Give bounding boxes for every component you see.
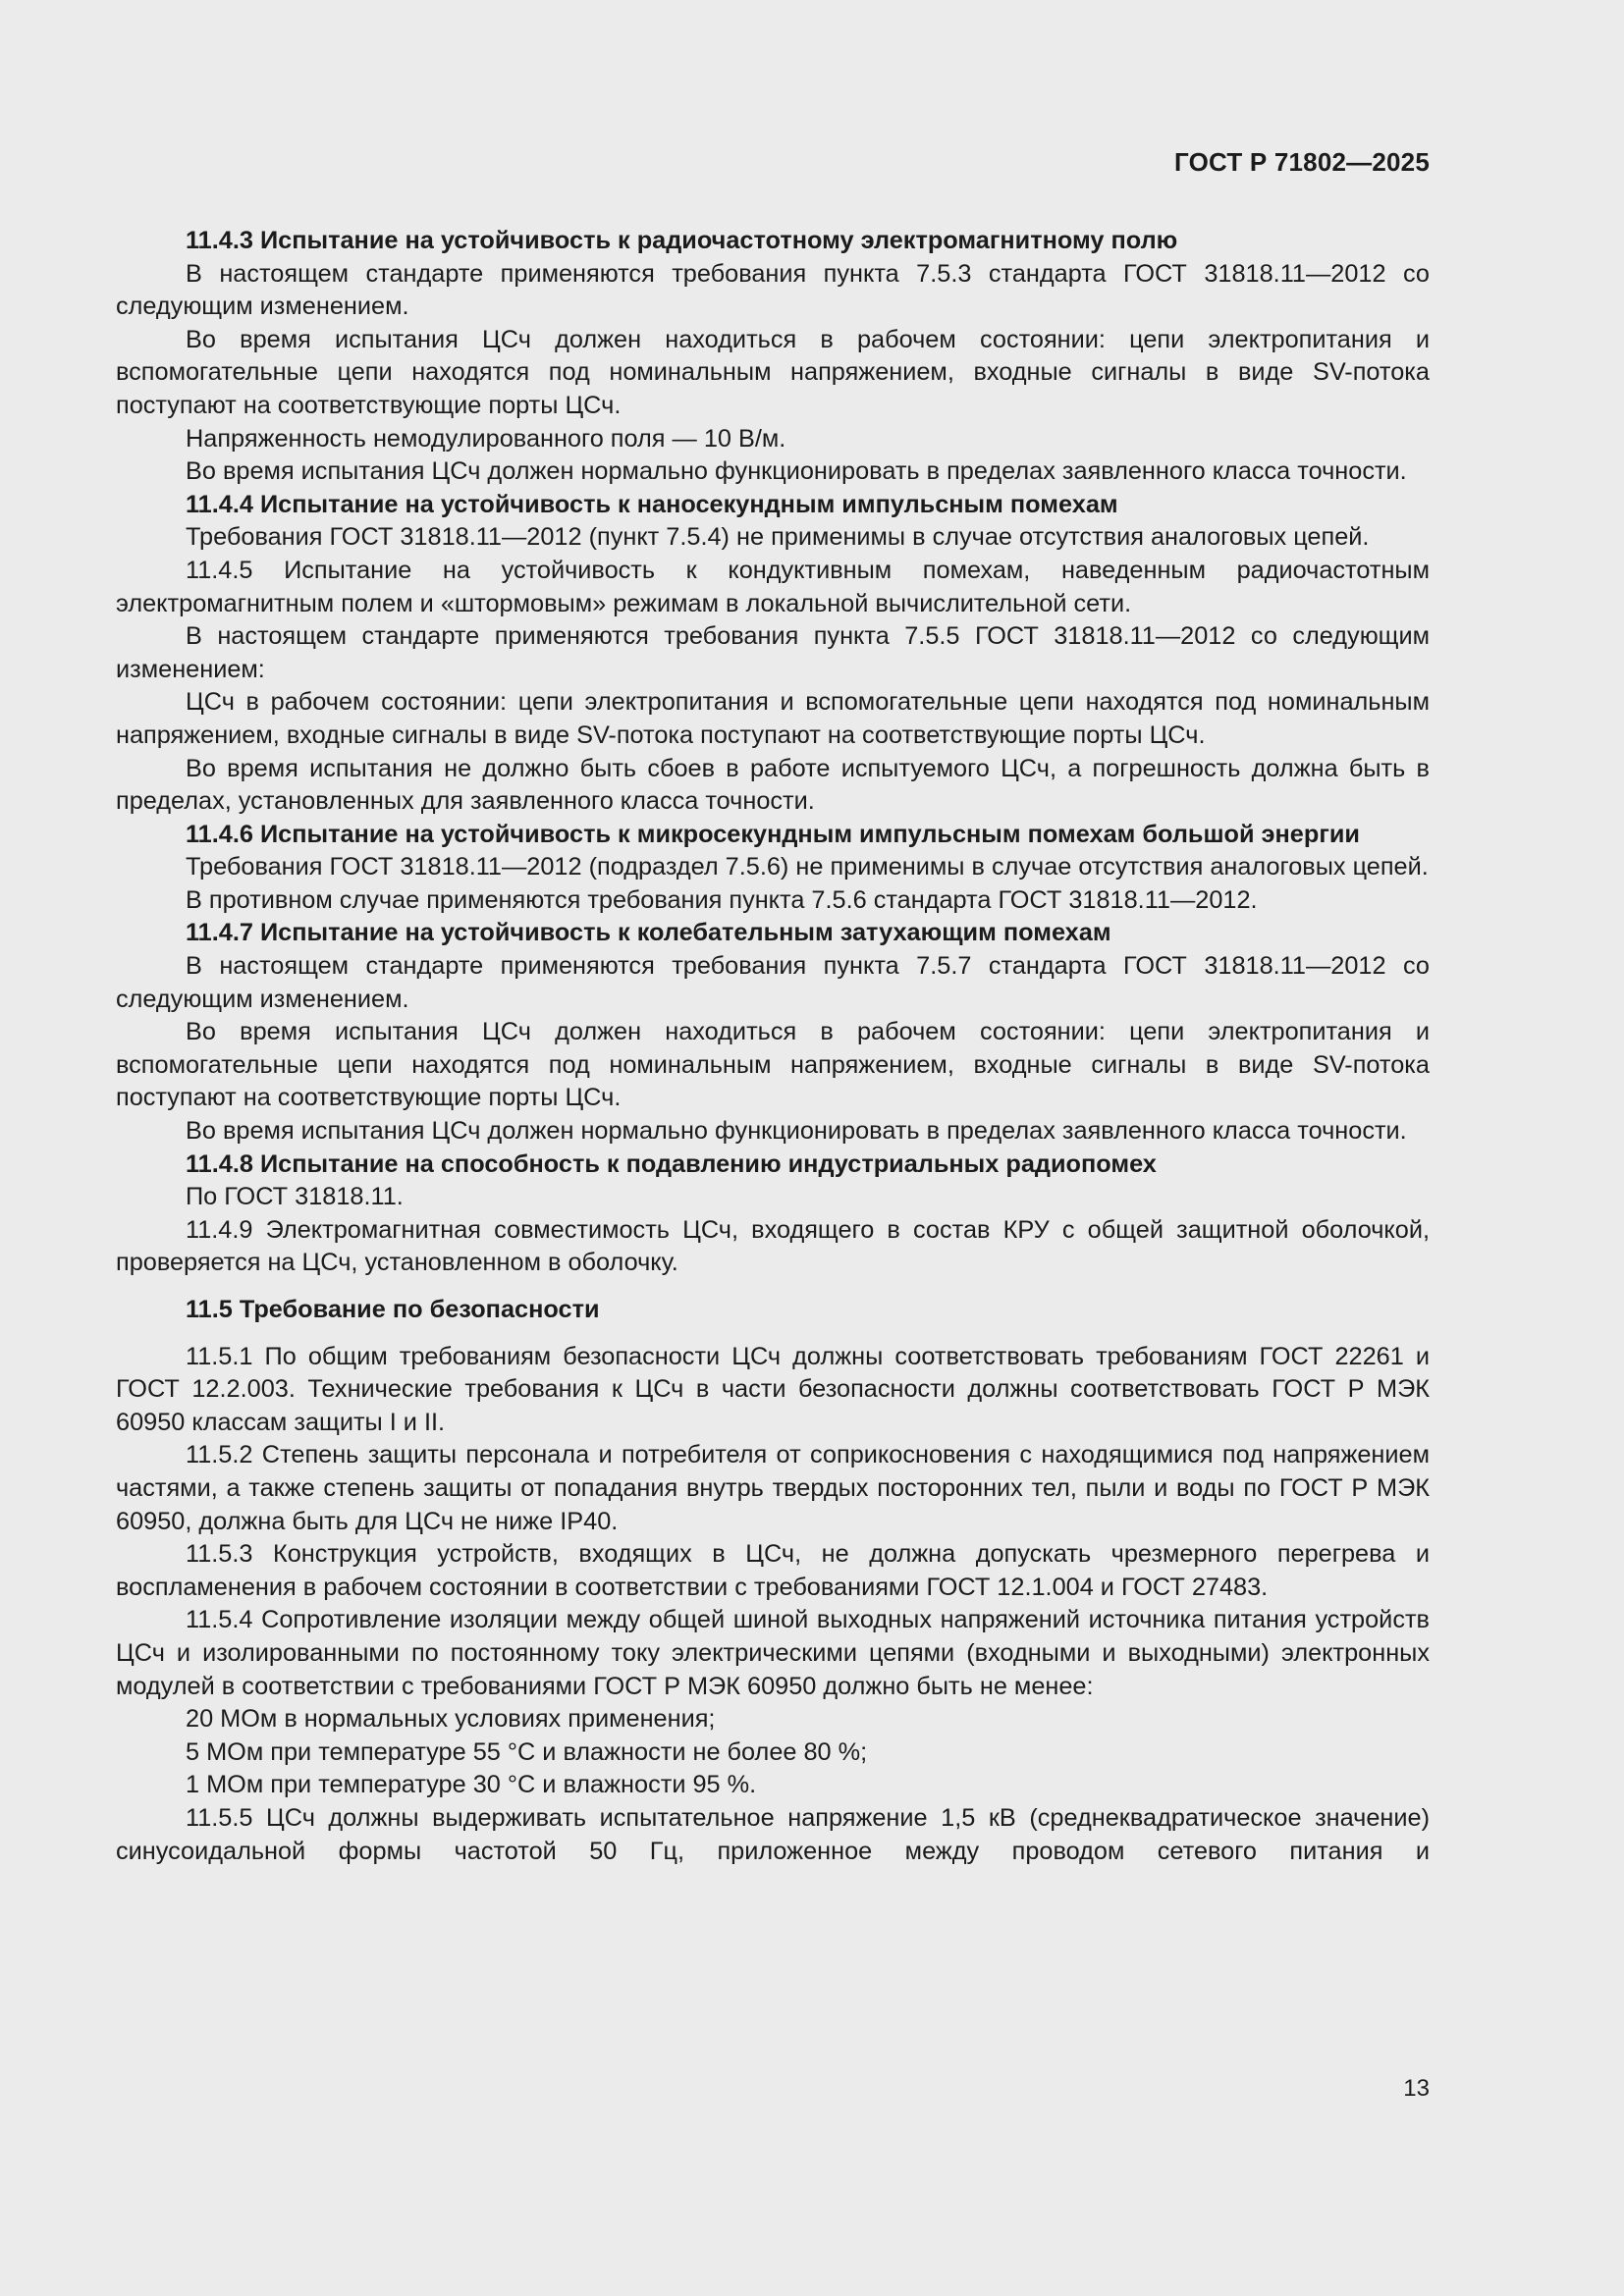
paragraph: 11.5.4 Сопротивление изоляции между общей шиной выходных напряжений источника питания устройств ЦСч и изолированными по постоянному току электрическими цепями (входными и выходными) электронных модулей в соответствии с требованиями ГОСТ Р МЭК 60950 должно быть не менее: bbox=[116, 1606, 1430, 1700]
clause-heading: 11.4.4 Испытание на устойчивость к наносекундным импульсным помехам bbox=[186, 490, 1118, 518]
list-item: 20 МОм в нормальных условиях применения; bbox=[186, 1705, 716, 1734]
list-item: 5 МОм при температуре 55 °С и влажности не более 80 %; bbox=[186, 1737, 868, 1766]
paragraph: 11.5.3 Конструкция устройств, входящих в ЦСч, не должна допускать чрезмерного перегрева и воспламенения в рабочем состоянии в соответствии с требованиями ГОСТ 12.1.004 и ГОСТ 27483. bbox=[116, 1540, 1430, 1601]
paragraph: Во время испытания не должно быть сбоев в работе испытуемого ЦСч, а погрешность должна быть в пределах, установленных для заявленного класса точности. bbox=[116, 754, 1430, 816]
paragraph: В настоящем стандарте применяются требования пункта 7.5.5 ГОСТ 31818.11—2012 со следующим изменением: bbox=[116, 622, 1430, 683]
paragraph: В настоящем стандарте применяются требования пункта 7.5.3 стандарта ГОСТ 31818.11—2012 со следующим изменением. bbox=[116, 259, 1430, 321]
paragraph: Требования ГОСТ 31818.11—2012 (подраздел 7.5.6) не применимы в случае отсутствия аналоговых цепей. bbox=[186, 853, 1429, 881]
paragraph: 11.5.1 По общим требованиям безопасности ЦСч должны соответствовать требованиям ГОСТ 22261 и ГОСТ 12.2.003. Технические требования к ЦСч в части безопасности должны соответствовать ГОСТ Р МЭК 60950 классам защиты I и II. bbox=[116, 1342, 1430, 1436]
paragraph: По ГОСТ 31818.11. bbox=[186, 1183, 404, 1211]
paragraph: 11.4.5 Испытание на устойчивость к кондуктивным помехам, наведенным радиочастотным электромагнитным полем и «штормовым» режимам в локальной вычислительной сети. bbox=[116, 556, 1430, 617]
section-heading: 11.5 Требование по безопасности bbox=[186, 1296, 600, 1323]
paragraph: 11.4.9 Электромагнитная совместимость ЦСч, входящего в состав КРУ с общей защитной оболочкой, проверяется на ЦСч, установленном в оболочку. bbox=[116, 1215, 1430, 1277]
paragraph: ЦСч в рабочем состоянии: цепи электропитания и вспомогательные цепи находятся под номинальным напряжением, входные сигналы в виде SV-потока поступают на соответствующие порты ЦСч. bbox=[116, 688, 1430, 749]
clause-heading: 11.4.8 Испытание на способность к подавлению индустриальных радиопомех bbox=[186, 1149, 1157, 1178]
paragraph: Во время испытания ЦСч должен нормально функционировать в пределах заявленного класса точности. bbox=[186, 457, 1407, 486]
clause-heading: 11.4.6 Испытание на устойчивость к микросекундным импульсным помехам большой энергии bbox=[186, 820, 1360, 848]
paragraph: Требования ГОСТ 31818.11—2012 (пункт 7.5.4) не применимы в случае отсутствия аналоговых цепей. bbox=[186, 523, 1370, 552]
paragraph: Во время испытания ЦСч должен находиться в рабочем состоянии: цепи электропитания и вспомогательные цепи находятся под номинальным напряжением, входные сигналы в виде SV-потока поступают на соответствующие порты ЦСч. bbox=[116, 1018, 1430, 1112]
page-body bbox=[116, 225, 1430, 1868]
clause-heading: 11.4.3 Испытание на устойчивость к радиочастотному электромагнитному полю bbox=[186, 227, 1178, 254]
paragraph: 11.5.5 ЦСч должны выдерживать испытательное напряжение 1,5 кВ (среднеквадратическое значение) синусоидальной формы частотой 50 Гц, приложенное между проводом сетевого питания и bbox=[116, 1803, 1430, 1865]
clause-heading: 11.4.7 Испытание на устойчивость к колебательным затухающим помехам bbox=[186, 919, 1111, 947]
paragraph: Напряженность немодулированного поля — 10 В/м. bbox=[186, 424, 786, 453]
paragraph: В противном случае применяются требования пункта 7.5.6 стандарта ГОСТ 31818.11—2012. bbox=[186, 885, 1258, 914]
paragraph: Во время испытания ЦСч должен нормально функционировать в пределах заявленного класса точности. bbox=[186, 1117, 1407, 1146]
paragraph: В настоящем стандарте применяются требования пункта 7.5.7 стандарта ГОСТ 31818.11—2012 со следующим изменением. bbox=[116, 952, 1430, 1013]
paragraph: Во время испытания ЦСч должен находиться в рабочем состоянии: цепи электропитания и вспомогательные цепи находятся под номинальным напряжением, входные сигналы в виде SV-потока поступают на соответствующие порты ЦСч. bbox=[116, 325, 1430, 419]
paragraph: 11.5.2 Степень защиты персонала и потребителя от соприкосновения с находящимися под напряжением частями, а также степень защиты от попадания внутрь твердых посторонних тел, пыли и воды по ГОСТ Р МЭК 60950, должна быть для ЦСч не ниже IP40. bbox=[116, 1441, 1430, 1535]
page-number: 13 bbox=[1403, 2075, 1430, 2102]
document-designation: ГОСТ Р 71802—2025 bbox=[1174, 147, 1430, 177]
list-item: 1 МОм при температуре 30 °С и влажности 95 %. bbox=[186, 1771, 757, 1799]
